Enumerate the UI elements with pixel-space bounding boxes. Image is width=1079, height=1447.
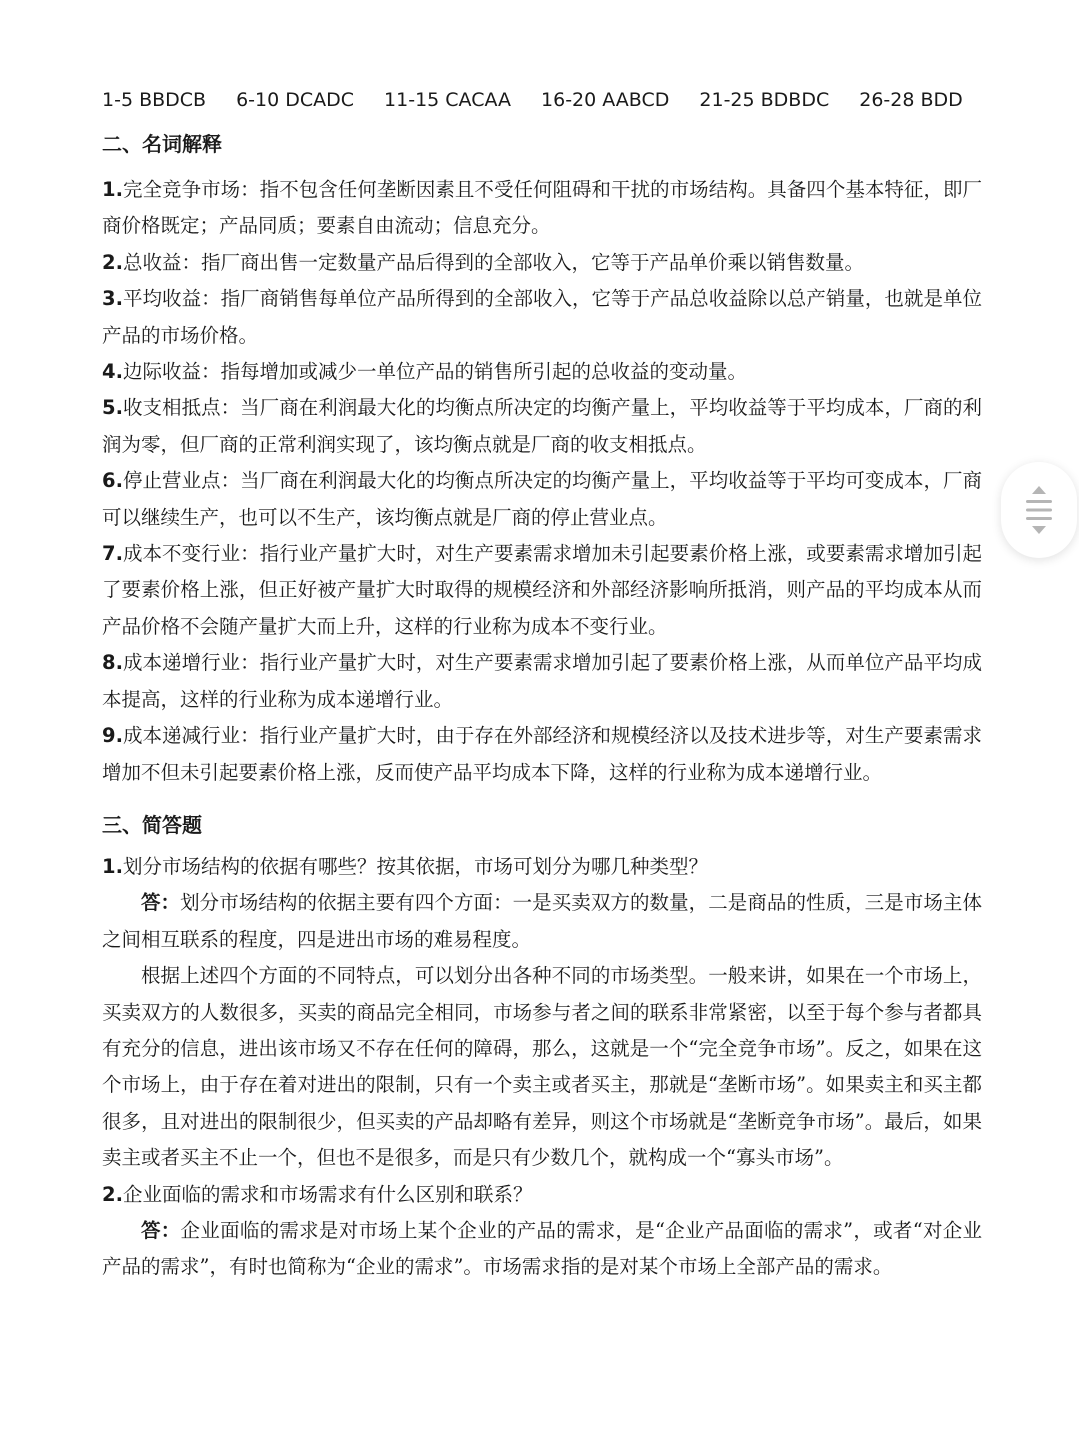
answer-paragraph: [102, 885, 982, 958]
question-number: 2.: [102, 1182, 123, 1206]
term-definition: [102, 645, 982, 718]
item-number: 7.: [102, 542, 123, 566]
item-number: 2.: [102, 250, 123, 274]
question-number: 1.: [102, 854, 123, 878]
item-number: 9.: [102, 724, 123, 748]
term-definition: [102, 245, 982, 281]
question-text: 划分市场结构的依据有哪些？按其依据，市场可划分为哪几种类型？: [122, 854, 708, 878]
item-text: 总收益：指厂商出售一定数量产品后得到的全部收入，它等于产品单价乘以销售数量。: [122, 250, 864, 274]
term-definition: [102, 281, 982, 354]
item-number: 5.: [102, 396, 123, 420]
question: [102, 849, 982, 885]
term-definition: [102, 463, 982, 536]
answer-group: 21-25 BDBDC: [699, 89, 830, 111]
section-heading-short-answer: 三、简答题: [102, 812, 202, 837]
term-definition: [102, 390, 982, 463]
item-text: 收支相抵点：当厂商在利润最大化的均衡点所决定的均衡产量上，平均收益等于平均成本，厂商的利润为零，但厂商的正常利润实现了，该均衡点就是厂商的收支相抵点。: [102, 396, 982, 456]
item-text: 边际收益：指每增加或减少一单位产品的销售所引起的总收益的变动量。: [122, 360, 747, 384]
term-definition: [102, 172, 982, 245]
scroll-handle-icon: [1022, 482, 1056, 538]
item-text: 成本递增行业：指行业产量扩大时，对生产要素需求增加引起了要素价格上涨，从而单位产品平均成本提高，这样的行业称为成本递增行业。: [102, 651, 982, 711]
answer-group: 11-15 CACAA: [384, 89, 512, 111]
answer-group: 26-28 BDD: [859, 89, 963, 111]
scroll-handle[interactable]: [1001, 462, 1077, 558]
term-definition: [102, 354, 982, 390]
answer-label: 答：: [141, 891, 181, 915]
answer-paragraph: [102, 1213, 982, 1286]
question-text: 企业面临的需求和市场需求有什么区别和联系？: [122, 1182, 533, 1206]
answer-group: 1-5 BBDCB: [102, 89, 207, 111]
term-definition: [102, 536, 982, 645]
item-number: 1.: [102, 178, 123, 201]
item-text: 成本不变行业：指行业产量扩大时，对生产要素需求增加未引起要素价格上涨，或要素需求增加引起了要素价格上涨，但正好被产量扩大时取得的规模经济和外部经济影响所抵消，则产品的平均成本从而产品价格不会随产量扩大而上升，这样的行业称为成本不变行业。: [102, 542, 982, 638]
item-number: 4.: [102, 360, 123, 384]
item-text: 停止营业点：当厂商在利润最大化的均衡点所决定的均衡产量上，平均收益等于平均可变成本，厂商可以继续生产，也可以不生产，该均衡点就是厂商的停止营业点。: [102, 469, 982, 529]
document-page: [102, 86, 982, 1286]
answer-key-row: [102, 86, 982, 114]
section-heading-terms: 二、名词解释: [102, 132, 222, 156]
answer-label: 答：: [141, 1218, 181, 1242]
item-number: 3.: [102, 287, 123, 311]
term-definition: [102, 718, 982, 791]
answer-group: 6-10 DCADC: [236, 89, 355, 111]
answer-group: 16-20 AABCD: [541, 89, 670, 111]
item-number: 6.: [102, 469, 123, 493]
answer-text: 企业面临的需求是对市场上某个企业的产品的需求，是“企业产品面临的需求”，或者“对企业产品的需求”，有时也简称为“企业的需求”。市场需求指的是对某个市场上全部产品的需求。: [102, 1218, 982, 1279]
item-text: 成本递减行业：指行业产量扩大时，由于存在外部经济和规模经济以及技术进步等，对生产要素需求增加不但未引起要素价格上涨，反而使产品平均成本下降，这样的行业称为成本递增行业。: [102, 724, 982, 784]
item-text: 平均收益：指厂商销售每单位产品所得到的全部收入，它等于产品总收益除以总产销量，也就是单位产品的市场价格。: [102, 287, 982, 347]
answer-text: 划分市场结构的依据主要有四个方面：一是买卖双方的数量，二是商品的性质，三是市场主体之间相互联系的程度，四是进出市场的难易程度。: [102, 891, 982, 951]
item-number: 8.: [102, 651, 123, 675]
question: [102, 1177, 982, 1213]
item-text: 完全竞争市场：指不包含任何垄断因素且不受任何阻碍和干扰的市场结构。具备四个基本特征，即厂商价格既定；产品同质；要素自由流动；信息充分。: [102, 178, 982, 238]
answer-paragraph: 根据上述四个方面的不同特点，可以划分出各种不同的市场类型。一般来讲，如果在一个市场上，买卖双方的人数很多，买卖的商品完全相同，市场参与者之间的联系非常紧密，以至于每个参与者都具有充分的信息，进出该市场又不存在任何的障碍，那么，这就是一个“完全竞争市场”。反之，如果在这个市场上，由于存在着对进出的限制，只有一个卖主或者买主，那就是“垄断市场”。如果卖主和买主都很多，且对进出的限制很少，但买卖的产品却略有差异，则这个市场就是“垄断竞争市场”。最后，如果卖主或者买主不止一个，但也不是很多，而是只有少数几个，就构成一个“寡头市场”。: [102, 964, 982, 1170]
